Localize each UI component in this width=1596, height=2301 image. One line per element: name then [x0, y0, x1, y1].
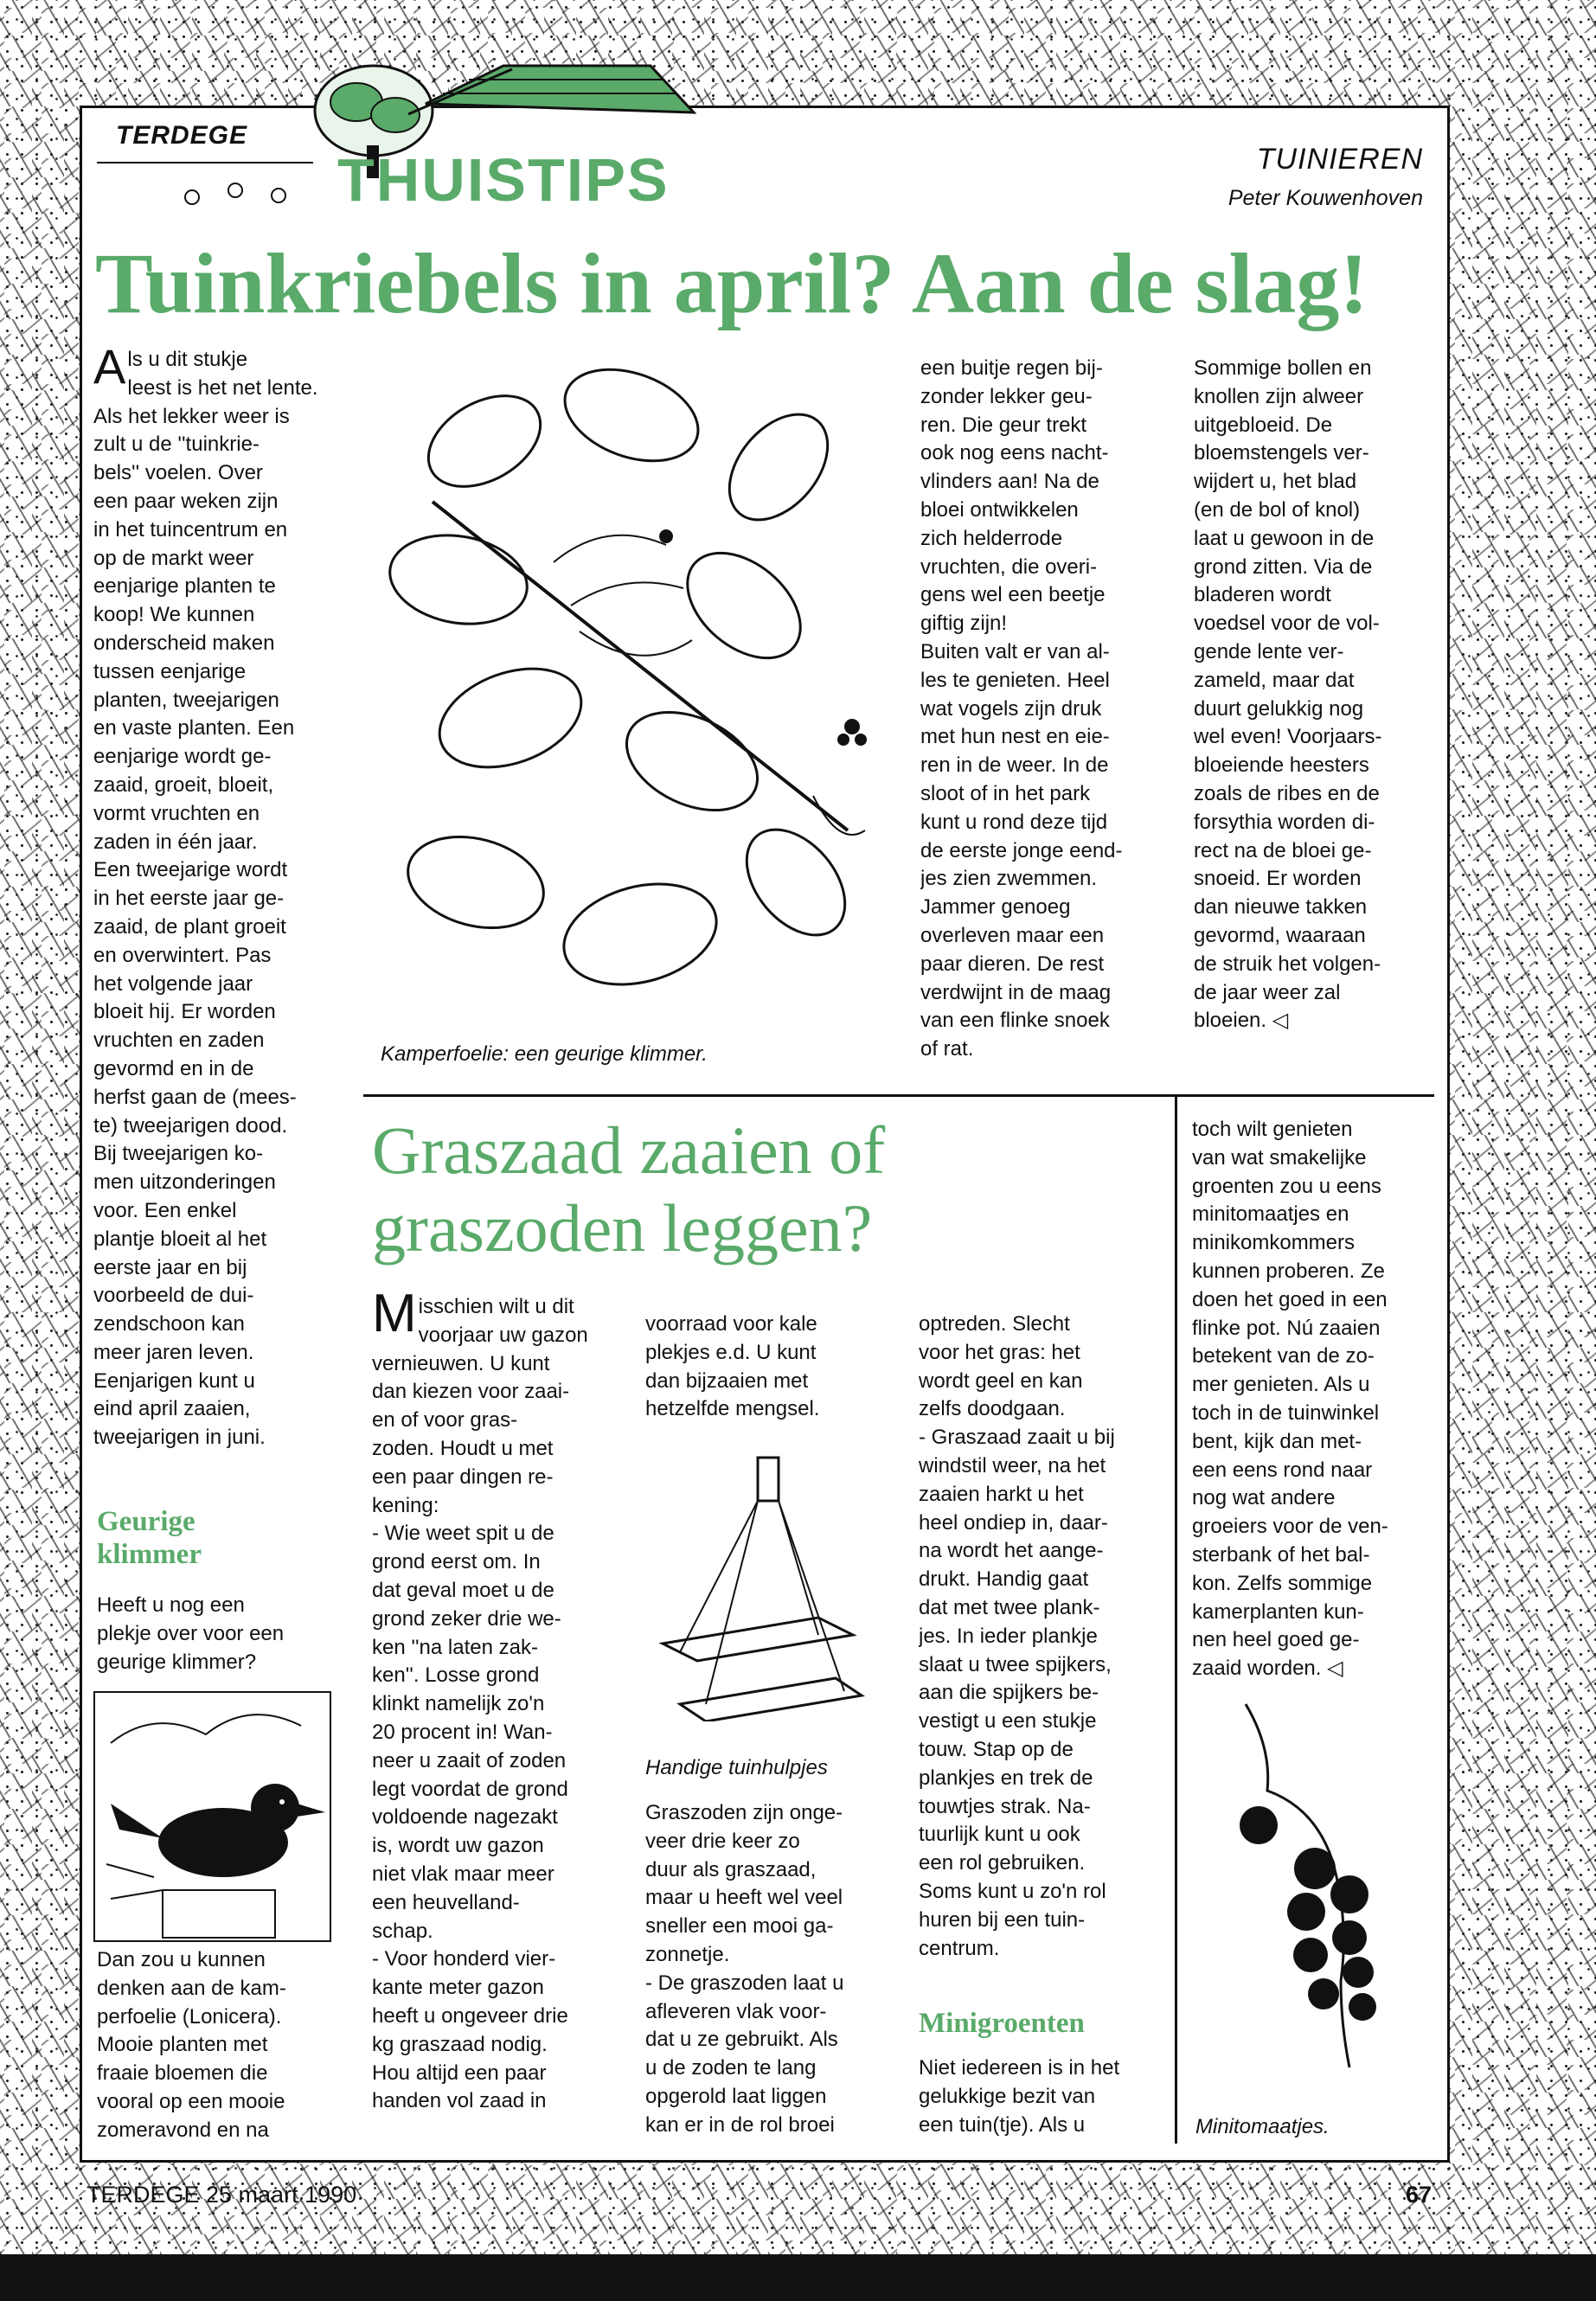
article1-column-1 [93, 346, 353, 1471]
subhead-geurige-klimmer: Geurige klimmer [97, 1506, 202, 1570]
blackbird-illustration [93, 1691, 331, 1942]
article2-column-4: toch wilt genieten van wat smakelijke groenten zou u eens minitomaatjes en minikomkommers kunnen proberen. Ze doen het goed in een flinke pot. Nú zaaien betekent van de zo- mer genieten. Als u toch in de tuinwinkel bent, kijk dan met- een eens rond naar nog wat andere groeiers voor de ven- sterbank of het bal- kon. Zelfs sommige kamerplanten kun- nen heel goed ge- zaaid worden. ◁ [1192, 1118, 1388, 1681]
page-title: Tuinkriebels in april? Aan de slag! [95, 235, 1368, 331]
article2-title: Graszaad zaaien of graszoden leggen? [372, 1112, 886, 1266]
series-title: THUISTIPS [337, 146, 670, 214]
article2-column-1 [372, 1293, 631, 2158]
article1-column-1c: Dan zou u kunnen denken aan de kam- perfoelie (Lonicera). Mooie planten met fraaie bloemen die vooral op een mooie zomeravond en na [97, 1948, 286, 2142]
article1-column-1b: Heeft u nog een plekje over voor een geurige klimmer? [97, 1593, 285, 1674]
section-label: TUINIEREN [1256, 143, 1423, 176]
minitomatoes-illustration [1220, 1695, 1393, 2076]
caption-kamperfoelie: Kamperfoelie: een geurige klimmer. [381, 1042, 708, 1066]
article-divider [363, 1094, 1434, 1097]
subhead-minigroenten: Minigroenten [919, 2008, 1085, 2039]
planks-tool-illustration [645, 1445, 879, 1721]
bottom-black-bar [0, 2254, 1596, 2301]
dropcap: M [372, 1293, 417, 1343]
article2-column-3: optreden. Slecht voor het gras: het wordt geel en kan zelfs doodgaan. - Graszaad zaait u bij windstil weer, na het zaaien harkt u het heel ondiep in, daar- na wordt het aange- drukt. Handig gaat dat met twee plank- jes. In ieder plankje slaat u twee spijkers, aan die spijkers be- vestigt u een stukje touw. Stap op de plankjes en trek de touwtjes strak. Na- tuurlijk kunt u ook een rol gebruiken. Soms kunt u zo'n rol huren bij een tuin- centrum. [919, 1312, 1115, 1960]
article2-column-3b: Niet iedereen is in het gelukkige bezit van een tuin(tje). Als u [919, 2056, 1120, 2137]
dropcap: A [93, 346, 126, 394]
caption-tuinhulpjes: Handige tuinhulpjes [645, 1756, 828, 1779]
caption-minitomaatjes: Minitomaatjes. [1195, 2115, 1330, 2138]
article1-column-4: Sommige bollen en knollen zijn alweer uitgebloeid. De bloemstengels ver- wijdert u, het blad (en de bol of knol) laat u gewoon in de grond zitten. Via de bladeren wordt voedsel voor de vol- gende lente ver- zameld, maar dat duurt gelukkig nog wel even! Voorjaars- bloeiende heesters zoals de ribes en de forsythia worden di- rect na de bloei ge- snoeid. Er worden dan nieuwe takken gevormd, waaraan de struik het volgen- de jaar weer zal bloeien. ◁ [1194, 356, 1382, 1033]
honeysuckle-illustration [381, 346, 900, 1029]
article1-column-3: een buitje regen bij- zonder lekker geu- ren. Die geur trekt ook nog eens nacht- vlinders aan! Na de bloei ontwikkelen zich helderrode vruchten, die overi- gens wel een beetje giftig zijn! Buiten valt er van al- les te genieten. Heel wat vogels zijn druk met hun nest en eie- ren in de weer. In de sloot of in het park kunt u rond deze tijd de eerste jonge eend- jes zien zwemmen. Jammer genoeg overleven maar een paar dieren. De rest verdwijnt in de maag van een flinke snoek of rat. [920, 356, 1123, 1061]
masthead-logo [97, 59, 702, 223]
page-number: 67 [1406, 2182, 1433, 2208]
article2-col1-text: isschien wilt u dit voorjaar uw gazon vernieuwen. U kunt dan kiezen voor zaai- en of voor gras- zoden. Houdt u met een paar dingen re- kening: - Wie weet spit u de grond eerst om. In dat geval moet u de grond zeker drie we- ken ''na laten zak- ken''. Losse grond klinkt namelijk zo'n 20 procent in! Wan- neer u zaait of zoden legt voordat de grond voldoende nagezakt is, wordt uw gazon niet vlak maar meer een heuvelland- schap. - Voor honderd vier- kante meter gazon heeft u ongeveer drie kg graszaad nodig. Hou altijd een paar handen vol zaad in [372, 1295, 588, 2113]
footer-issue: TERDEGE 25 maart 1990 [87, 2182, 357, 2208]
article2-column-2b: Graszoden zijn onge- veer drie keer zo duur als graszaad, maar u heeft wel veel sneller een mooi ga- zonnetje. - De graszoden laat u afleveren vlak voor- dat u ze gebruikt. Als u de zoden te lang opgerold laat liggen kan er in de rol broei [645, 1801, 844, 2137]
article1-col1-text: ls u dit stukje leest is het net lente. Als het lekker weer is zult u de ''tuinkrie- bels'' voelen. Over een paar weken zijn in het tuincentrum en op de markt weer eenjarige planten te koop! We kunnen onderscheid maken tussen eenjarige planten, tweejarigen en vaste planten. Een eenjarige wordt ge- zaaid, groeit, bloeit, vormt vruchten en zaden in één jaar. Een tweejarige wordt in het eerste jaar ge- zaaid, de plant groeit en overwintert. Pas het volgende jaar bloeit hij. Er worden vruchten en zaden gevormd en in de herfst gaan de (mees- te) tweejarigen dood. Bij tweejarigen ko- men uitzonderingen voor. Een enkel plantje bloeit al het eerste jaar en bij voorbeeld de dui- zendschoon kan meer jaren leven. Eenjarigen kunt u eind april zaaien, tweejarigen in juni. [93, 348, 318, 1450]
article2-column-2a: voorraad voor kale plekjes e.d. U kunt dan bijzaaien met hetzelfde mengsel. [645, 1312, 820, 1421]
author-name: Peter Kouwenhoven [1227, 186, 1423, 210]
brand-name: TERDEGE [116, 121, 248, 150]
